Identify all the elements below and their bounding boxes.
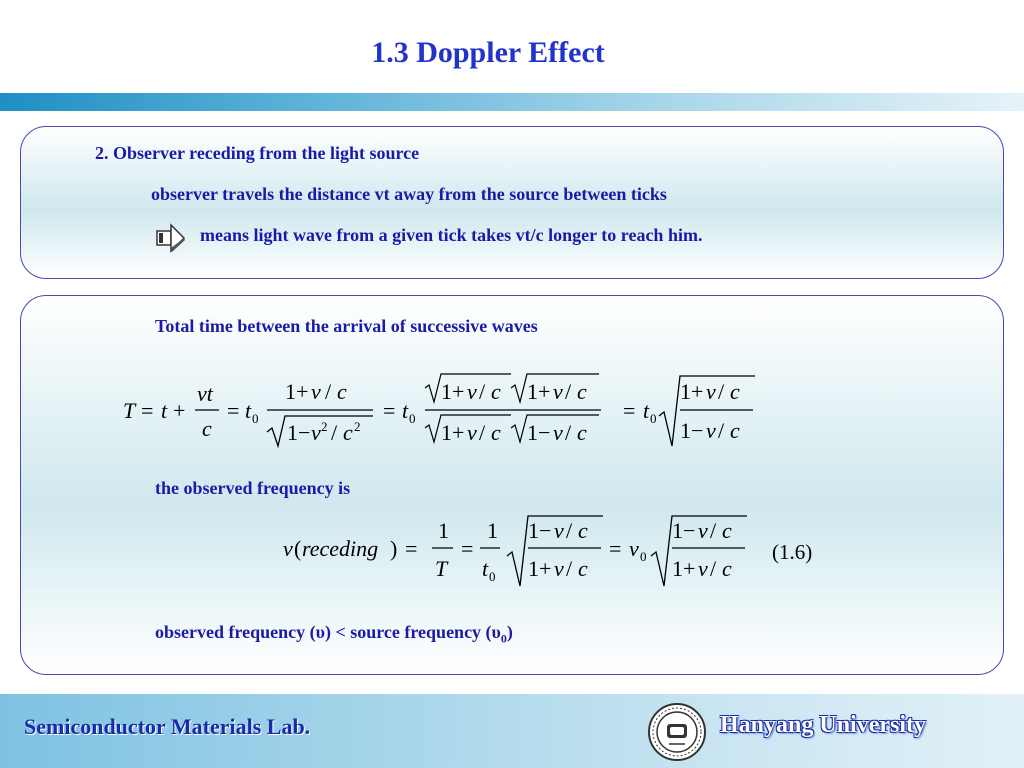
svg-text:1−: 1−: [527, 420, 551, 445]
svg-text:/: /: [710, 518, 717, 543]
svg-text:c: c: [722, 518, 732, 543]
svg-text:2: 2: [321, 419, 328, 434]
frequency-comparison-text: observed frequency (υ) < source frequency (υ: [155, 622, 501, 642]
slide-title: 1.3 Doppler Effect: [371, 36, 605, 69]
svg-text:c: c: [577, 379, 587, 404]
svg-text:0: 0: [650, 411, 657, 426]
svg-text:/: /: [331, 420, 338, 445]
lab-name: Semiconductor Materials Lab.: [24, 714, 311, 739]
svg-text:/: /: [566, 556, 573, 581]
svg-text:t: t: [402, 398, 409, 423]
top-gradient-band: [0, 93, 1024, 111]
svg-text:=: =: [383, 398, 396, 423]
svg-text:=: =: [623, 398, 636, 423]
svg-text:/: /: [566, 518, 573, 543]
svg-text:1: 1: [487, 518, 498, 543]
svg-text:v: v: [553, 379, 563, 404]
svg-text:v: v: [553, 420, 563, 445]
svg-text:1+: 1+: [285, 379, 309, 404]
svg-text:c: c: [578, 518, 588, 543]
svg-text:c: c: [343, 420, 353, 445]
svg-text:c: c: [491, 379, 501, 404]
svg-text:t: t: [161, 398, 168, 423]
svg-text:c: c: [578, 556, 588, 581]
svg-text:2: 2: [354, 419, 361, 434]
svg-text:c: c: [730, 379, 740, 404]
svg-text:c: c: [202, 416, 212, 441]
svg-text:v: v: [467, 420, 477, 445]
equation-number: (1.6): [772, 540, 813, 564]
svg-text:1: 1: [438, 518, 449, 543]
svg-text:+: +: [173, 398, 186, 423]
panel1-line2: means light wave from a given tick takes vt/c longer to reach him.: [200, 225, 703, 245]
svg-text:=: =: [609, 536, 622, 561]
svg-text:0: 0: [640, 549, 647, 564]
svg-text:=: =: [141, 398, 154, 423]
svg-text:v: v: [698, 518, 708, 543]
svg-text:/: /: [565, 379, 572, 404]
university-seal-icon: [647, 702, 707, 762]
svg-text:v: v: [554, 556, 564, 581]
svg-text:/: /: [565, 420, 572, 445]
svg-text:v: v: [554, 518, 564, 543]
svg-text:c: c: [722, 556, 732, 581]
university-name: Hanyang University: [720, 712, 927, 738]
svg-text:c: c: [491, 420, 501, 445]
svg-text:1+: 1+: [441, 379, 465, 404]
svg-text:1+: 1+: [672, 556, 696, 581]
svg-text:v: v: [706, 379, 716, 404]
svg-text:/: /: [718, 379, 725, 404]
svg-text:v: v: [706, 418, 716, 443]
svg-text:v: v: [311, 379, 321, 404]
svg-text:/: /: [718, 418, 725, 443]
svg-text:1+: 1+: [527, 379, 551, 404]
panel1-line1: observer travels the distance vt away from the source between ticks: [151, 184, 667, 204]
svg-text:0: 0: [409, 411, 416, 426]
svg-text:=: =: [461, 536, 474, 561]
svg-text:v: v: [698, 556, 708, 581]
svg-text:v: v: [283, 536, 293, 561]
svg-text:/: /: [710, 556, 717, 581]
svg-text:v: v: [467, 379, 477, 404]
svg-text:=: =: [227, 398, 240, 423]
svg-text:c: c: [730, 418, 740, 443]
panel2-line2: the observed frequency is: [155, 478, 351, 498]
svg-text:): ): [390, 536, 398, 561]
svg-text:(: (: [294, 536, 302, 561]
panel2-line1: Total time between the arrival of successive waves: [155, 316, 538, 336]
svg-text:0: 0: [489, 569, 496, 584]
svg-text:v: v: [311, 420, 321, 445]
svg-text:t: t: [643, 398, 650, 423]
svg-text:T: T: [435, 556, 448, 581]
frequency-equation: [275, 508, 755, 593]
svg-text:/: /: [479, 379, 486, 404]
svg-text:1−: 1−: [528, 518, 552, 543]
svg-text:t: t: [245, 398, 252, 423]
svg-text:1+: 1+: [528, 556, 552, 581]
panel2-line3: [155, 622, 513, 647]
svg-text:1+: 1+: [441, 420, 465, 445]
svg-text:vt: vt: [197, 381, 213, 406]
svg-text:1−: 1−: [672, 518, 696, 543]
svg-text:receding: receding: [302, 536, 379, 561]
svg-text:t: t: [482, 556, 489, 581]
svg-text:v: v: [629, 536, 639, 561]
svg-text:T: T: [123, 398, 136, 423]
svg-text:c: c: [577, 420, 587, 445]
svg-text:c: c: [337, 379, 347, 404]
svg-text:1−: 1−: [287, 420, 311, 445]
svg-text:0: 0: [252, 411, 259, 426]
period-equation: [115, 368, 765, 453]
frequency-comparison-subscript: 0: [500, 631, 507, 646]
panel1-heading: 2. Observer receding from the light source: [95, 143, 420, 163]
svg-text:1−: 1−: [680, 418, 704, 443]
frequency-comparison-close: ): [506, 622, 513, 642]
svg-text:1+: 1+: [680, 379, 704, 404]
svg-text:/: /: [325, 379, 332, 404]
right-arrow-icon: [156, 222, 186, 254]
svg-text:/: /: [479, 420, 486, 445]
svg-text:=: =: [405, 536, 418, 561]
